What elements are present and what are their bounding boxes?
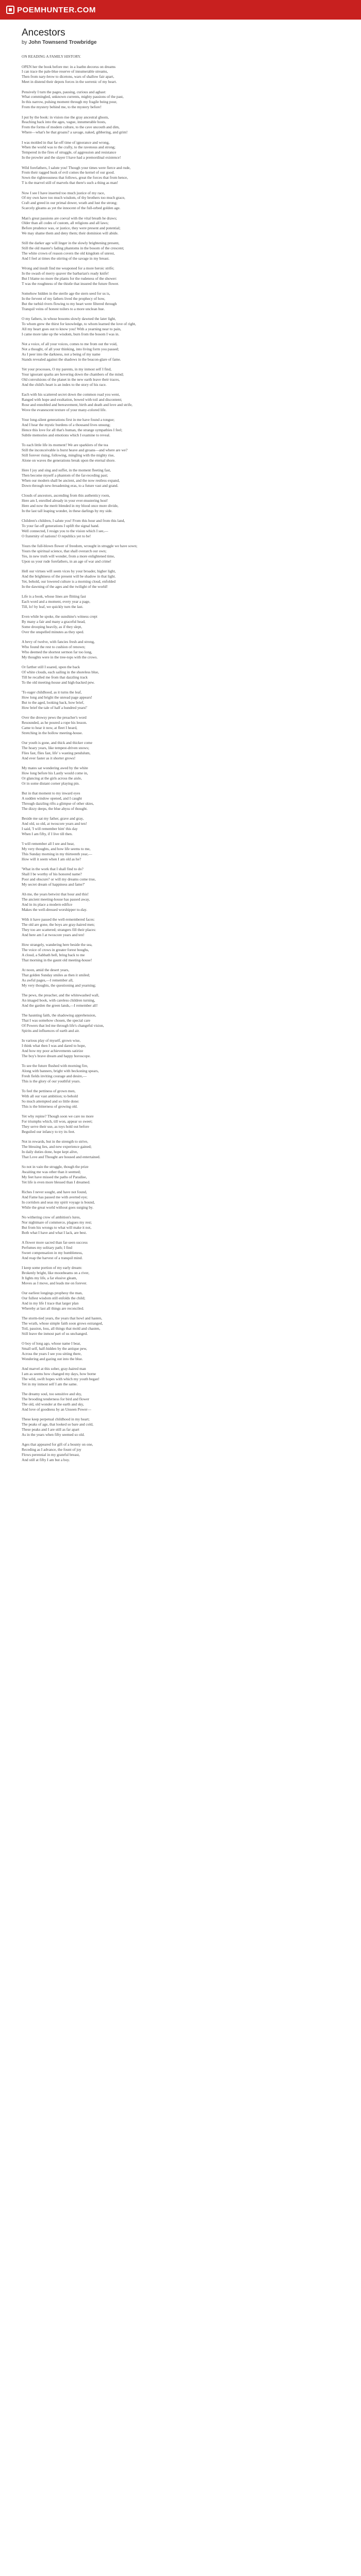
poem-line: Now I see I have inserted too much justice of my race, (22, 190, 105, 195)
poem-line: The brooding tenderness for bird and flower (22, 1396, 89, 1401)
poem-line: From their ragged husk of evil comes the kernel of our good. (22, 170, 115, 175)
poem-line: The wrath, whose simple faith soon grows estranged, (22, 1321, 103, 1326)
poem-stanza (22, 1013, 330, 1033)
poem-line: So much attempted and so little done: (22, 1098, 79, 1104)
poem-stanza (22, 917, 330, 937)
poem-line: My secret dream of happiness and fame?' (22, 882, 85, 887)
poem-line: Our fullest wisdom still enfolds the child; (22, 1296, 86, 1301)
poem-line: Spirits and influences of earth and air. (22, 1028, 80, 1033)
poem-line: And ever faster as it shorter grows! (22, 755, 76, 760)
poem-line: Alone on waves the generations break upon the eternal shore. (22, 457, 116, 463)
poem-line: Reaching back into the ages, vague, innumerable hosts, (22, 120, 106, 125)
poem-line: To see the future flushed with morning fire, (22, 1063, 88, 1069)
poem-line: I was molded in that far-off time of ignorance and wrong, (22, 140, 110, 145)
poem-line: Our youth is gone, and thick and thicker come (22, 740, 92, 745)
poem-line: Poor and obscure? or will my dreams come true, (22, 876, 96, 882)
poem-stanza (22, 342, 330, 362)
poem-line: Or glancing at the girls across the aisle, (22, 775, 82, 781)
poem-line: Ages that appeared for gift of a bounty on one, (22, 1442, 93, 1447)
poem-stanza (22, 443, 330, 463)
poem-line: O boy of long ago, whose name I bear, (22, 1341, 81, 1346)
poem-stanza (22, 569, 330, 589)
poem-stanza (22, 1240, 330, 1260)
poem-line: How brief the tale of half a hundred years!' (22, 705, 88, 710)
poem-line: Across the years I see you sitting there, (22, 1351, 82, 1356)
poem-line: Still the old master's fading phantoms in the bosom of the crescent; (22, 246, 124, 251)
poem-line: Perfumes my solitary path; I find (22, 1245, 72, 1250)
poem-line: With it have passed the well-remembered faces: (22, 917, 95, 922)
poem-line: In this narrow, pulsing moment through my fragile being pour, (22, 99, 117, 105)
poem-stanza (22, 468, 330, 488)
poem-line: With all our vast ambition; to behold (22, 1094, 78, 1099)
poem-line: Each word and a moment, every year a page, (22, 599, 90, 604)
poem-line: In various play of myself, grown wise, (22, 1038, 81, 1043)
poem-line: Then become myself a phantom of the far-receding past; (22, 473, 108, 478)
poem-line: The dreamy soul, too sensitive and shy, (22, 1392, 82, 1397)
poem-line: Older than all codes of custom, all religions and all laws; (22, 221, 109, 226)
poem-line: Rose and ennobled and bereavement, birth and death and love and strife, (22, 402, 133, 407)
poem-stanza (22, 1265, 330, 1285)
poem-line: The boy's brave dream and happy horoscope. (22, 1053, 91, 1058)
poem-line: Beside me sat my father, grave and gray, (22, 816, 84, 821)
poem-line: A sudden window opened, and I caught (22, 796, 82, 801)
poem-line: Shall I be worthy of his honored name? (22, 872, 82, 877)
poem-line: This is the glory of our youthful years. (22, 1078, 81, 1083)
poem-line: How strangely, wandering here beside the sea, (22, 942, 93, 947)
poem-line: I think what then I was and dared to hope, (22, 1043, 86, 1048)
poem-line: Here I joy and sing and suffer, in the moment fleeting fast, (22, 468, 111, 473)
poem-line: Toil, passion, loss, all things that mold and chasten, (22, 1326, 101, 1331)
poem-line: Small self, half-hidden by the antique pew, (22, 1346, 87, 1351)
poem-body (22, 54, 330, 1462)
poem-line: Along with banners, bright with beckoning spears, (22, 1069, 99, 1074)
poem-stanza (22, 715, 330, 735)
poem-line: A flower more sacred than far-seen success (22, 1240, 88, 1245)
poem-line: The old, old wonder at the earth and sky, (22, 1401, 84, 1406)
site-header (0, 0, 361, 20)
poem-line: A cloud, a Sabbath bell, bring back to me (22, 952, 85, 957)
poem-line: In the swash of merry quaver the barbarian's ready knife! (22, 271, 109, 276)
poem-stanza (22, 968, 330, 988)
poem-line: Yet, behold, our lowered culture is a morning cloud, enfolded (22, 579, 116, 584)
poem-line: Who deemed the shortest sermon far too long, (22, 650, 92, 655)
poem-line: Resounded, as he poured a rope his lesson. (22, 720, 87, 725)
poem-line: Fresh fields inviting courage and desire,— (22, 1073, 87, 1078)
poem-line: Stretching in the hollow meeting-house. (22, 730, 83, 735)
poem-stanza (22, 1164, 330, 1184)
poem-line: At noon, amid the desert years, (22, 968, 70, 973)
poem-stanza (22, 1417, 330, 1437)
poem-line: This is the bitterness of growing old. (22, 1104, 78, 1109)
poem-line: From the forms of modern culture, to the cave uncouth and dim, (22, 125, 120, 130)
poem-stanza (22, 892, 330, 912)
site-logo[interactable] (6, 6, 96, 14)
poem-stanza (22, 417, 330, 437)
poem-line: How long and bright the unread page appears! (22, 695, 92, 700)
poem-line: In corridors and seas my spirit voyage is bound, (22, 1199, 95, 1205)
poem-line: 'To eager childhood, as it turns the leaf, (22, 690, 82, 695)
poem-stanza (22, 90, 330, 110)
poem-stanza (22, 594, 330, 609)
poem-stanza (22, 639, 330, 659)
poem-line: So not in vain the struggle, though the prize (22, 1164, 89, 1170)
poem-line: But the turbid rivers flowing to my heart were filtered through (22, 301, 117, 307)
poem-line: And I feel at times the stirring of the savage in my breast. (22, 256, 110, 261)
poem-line: Over the drowsy pews the preacher's word (22, 715, 87, 720)
poem-stanza (22, 241, 330, 261)
poem-line: Somehow hidden in the sterile age the stern seed for us is, (22, 291, 110, 296)
poem-line: These keep perpetual childhood in my heart; (22, 1417, 90, 1422)
poem-line: Wrong and insult find me weaponed for a more heroic strife; (22, 266, 114, 271)
poem-line: I put by the book: in vision rise the gray ancestral ghosts, (22, 114, 109, 120)
poem-line: From the mystery behind me, to the mystery before! (22, 104, 102, 109)
poem-stanza (22, 841, 330, 861)
poem-line: Before prudence was, or justice, they were present and potential; (22, 226, 121, 231)
poem-line: The hoary years, like tempest-driven snows; (22, 745, 89, 751)
poem-line: Then from nary-brow to dicetons, wars of shallow fair apart, (22, 74, 114, 79)
poem-line: My very thoughts, and how life seems to me, (22, 846, 91, 852)
poem-line: That Love and Thought are housed and entertained. (22, 1154, 101, 1159)
poem-line: Upon us your rude forefathers, in an age of war and crime! (22, 558, 112, 564)
poem-line: Pensively I turn the pages, pausing, curious and aghast: (22, 89, 106, 94)
poem-line: Yet life is even more blessed than I dreamed. (22, 1179, 90, 1184)
poem-line: Hence this love for all that's human, the strange sympathies I feel; (22, 427, 123, 432)
poem-line: Well connected, I resign you to the vision which I see,— (22, 528, 108, 533)
poem-line: Life is a book, whose lines are flitting fast (22, 594, 86, 599)
poem-line: And old, so old, at twoscore years and ten! (22, 821, 87, 826)
poem-line: In daily duties done, hope kept alive, (22, 1149, 78, 1154)
poem-line: In the prowler and the slayer I have had a premordinal existence! (22, 155, 121, 160)
poem-line: I am as seems how changed my days, how borne (22, 1371, 96, 1376)
poem-stanza (22, 165, 330, 185)
poem-stanza (22, 544, 330, 564)
poem-line: The wild, swift hopes with which my youth began! (22, 1376, 100, 1381)
poem-line: Your ignorant sparks are hovering down the chambers of the mind; (22, 372, 124, 377)
poem-line: Flies fast, flies fast, life' s wasting pendulum, (22, 750, 91, 755)
poem-line: Beguiled our infancy to try its feet. (22, 1129, 75, 1134)
poem-line: I keep some portion of my early dream: (22, 1265, 83, 1270)
poem-line: Tranquil veins of honest toilers to a more unclean hue. (22, 306, 105, 311)
poem-stanza (22, 942, 330, 962)
poem-stanza (22, 867, 330, 887)
poem-line: Craft and greed in our primal dower, wrath and lust the strong; (22, 200, 118, 206)
logo-text: POEMHUNTER.COM (17, 5, 96, 14)
poem-line: In the dawning of the ages and the twilight of the world! (22, 584, 108, 589)
poem-line: My feet have missed the paths of Paradise, (22, 1174, 87, 1179)
poem-stanza (22, 1341, 330, 1361)
poem-line: These peaks and I are still as far apart (22, 1427, 79, 1432)
poem-line: We may shame them and deny them; their dominion will abide. (22, 230, 119, 235)
poem-stanza (22, 64, 330, 84)
poem-stanza (22, 1114, 330, 1134)
poem-stanza (22, 816, 330, 836)
poem-line: To each little life its moment! We are sparklers of the tea (22, 443, 108, 448)
poem-line: Makes the well-dressed worshipper to-day. (22, 907, 87, 912)
poem-line: No withering crow of ambition's lures, (22, 1215, 81, 1220)
poem-line: Tempered in the fires of struggle, of aggression and resistance (22, 150, 117, 155)
poem-stanza (22, 740, 330, 760)
poem-line: As awful pages,—I remember all, (22, 977, 74, 982)
poem-stanza (22, 216, 330, 236)
poem-line: Still the darker age will linger in the slowly brightening present, (22, 241, 120, 246)
poem-line: I came more take up the wisdom, burn from the bosom I was in. (22, 331, 120, 336)
poem-line: And love of goodness by an Unseen Power— (22, 1406, 91, 1412)
poem-line: Awaiting me was other than it seemed; (22, 1170, 81, 1175)
poem-stanza (22, 54, 330, 59)
poem-line: And the garden the green lands,—I remember all! (22, 1003, 98, 1008)
poem-line: Both what I have and what I lack, are best. (22, 1230, 87, 1235)
poem-line: And in its place a modern edifice (22, 902, 73, 907)
poem-line: Yet your processes, O my parents, in my inmost self I find, (22, 367, 112, 372)
poem-line: Brokenly bright, like moonbeams on a river, (22, 1270, 90, 1276)
poem-line: But I blame no more the plants for the rudeness of the shower: (22, 276, 117, 281)
poem-line: Till he recalled me from that dazzling track (22, 675, 88, 680)
poem-line: When I am fifty, if I live till then. (22, 831, 73, 836)
poem-line: 'What in the work that I shall find to do? (22, 867, 84, 872)
poem-line: Moves as I move, and leads me on forever. (22, 1280, 87, 1285)
poem-line: Ranged with hope and exultation, bowed with toil and discontent; (22, 397, 122, 402)
poem-stanza (22, 1366, 330, 1386)
author-name[interactable]: John Townsend Trowbridge (28, 40, 97, 45)
poem-line: Yours the full-blown flower of freedom, wrought in struggle we have sown; (22, 544, 138, 549)
poem-line: The blessing lies, and new experience gained; (22, 1144, 92, 1149)
poem-line: Scarcely gleams as yet the innocent of the full-orbed golden age. (22, 205, 121, 210)
poem-line: They serve their use, as toys hold out before (22, 1124, 89, 1129)
poem-stanza (22, 1442, 330, 1462)
poem-stanza (22, 493, 330, 513)
poem-line: And reap the harvest of a tranquil mind. (22, 1255, 83, 1260)
logo-mark-icon (6, 6, 14, 14)
poem-stanza (22, 1038, 330, 1058)
poem-line: And in my life I trace that larger plan (22, 1300, 79, 1306)
poem-line: Ah me, the years betwixt that hour and this! (22, 892, 89, 897)
poem-line: Still the inconceivable is burst heave and groans—and where are we? (22, 448, 128, 453)
poem-line: Wild forefathers, I salute you! Though your times were fierce and rude, (22, 165, 131, 170)
poem-byline (22, 40, 330, 45)
poem-stanza (22, 316, 330, 336)
poem-line: That golden Sunday smiles as then it smiled; (22, 973, 90, 978)
poem-line: It lights my life, a far elusive gleam, (22, 1275, 77, 1280)
poem-line: All my heart goes out to know you! With a yearning near to pain, (22, 327, 121, 332)
poem-line: Yet in my inmost self I am the same. (22, 1381, 78, 1386)
poem-line: Of my own have too much wisdom, of thy brothers too much grace, (22, 195, 125, 200)
poem-line: Of Powers that led me through life's changeful vision, (22, 1023, 104, 1028)
poem-line: Our earliest longings prophesy the man, (22, 1291, 83, 1296)
poem-line: Of white clouds, each sailing in the shoreless blue, (22, 670, 99, 675)
poem-line: When our modern shall be ancient, and the now restless expand, (22, 478, 120, 483)
poem-line: And how my poor achievements satirize (22, 1048, 84, 1053)
poem-stanza (22, 1139, 330, 1159)
poem-line: Who found the rest to cushion of renown; (22, 645, 86, 650)
poem-line: Flows perennial in my grateful breast, (22, 1452, 80, 1457)
poem-line: Whereby at last all things are reconciled. (22, 1306, 84, 1311)
poem-line: But from his wrongs to what will make it not, (22, 1225, 92, 1230)
poem-stanza (22, 115, 330, 135)
poem-line: Over the unspelled minutes as they sped. (22, 629, 84, 634)
poem-line: My mates sat wondering awed by the white (22, 766, 88, 771)
byline-prefix: by (22, 40, 27, 45)
poem-line: Clouds of ancestors, ascending from this authenticy roots, (22, 493, 110, 498)
poem-line: In the fervent of my fathers lived the prophecy of how, (22, 296, 105, 301)
poem-line: The voice of crows in greater forest boughs, (22, 947, 89, 953)
poem-line: As I peer into the darkness, not a being of my name (22, 352, 101, 357)
poem-line: Or farther still I soared, upon the back (22, 665, 80, 670)
poem-line: ON READING A FAMILY HISTORY. (22, 54, 81, 59)
poem-line: Not a thought, of all your thinking, into living form you passed; (22, 347, 119, 352)
poem-line: Here and now the merit blended in my blood once more divide, (22, 503, 119, 508)
poem-line: Wondering and gazing out into the blue. (22, 1356, 83, 1361)
poem-stanza (22, 766, 330, 786)
poem-line: To your far-off generations I uplift the signal hand. (22, 523, 100, 529)
poem-line: Even while he spoke, the sunshine's witness crept (22, 614, 97, 619)
poem-line: In the last tall leaping wonder, in these darlings by my side. (22, 508, 113, 513)
poem-line: And here am I at twoscore years and ten! (22, 932, 85, 937)
poem-line: Riches I never sought, and have not found, (22, 1190, 87, 1195)
poem-line: What commingled, unknown currents, mighty passions of the past, (22, 94, 124, 99)
poem-stanza (22, 1392, 330, 1412)
poem-stanza (22, 1316, 330, 1336)
poem-line: An imaged book, with careless children turning, (22, 998, 95, 1003)
poem-line: And Fame has passed me with averted eye; (22, 1195, 88, 1200)
poem-container (0, 20, 330, 1462)
poem-line: And I hear the mystic burdens of a thousand lives unsung; (22, 422, 111, 428)
poem-line: And still at fifty I am but a boy. (22, 1457, 70, 1462)
poem-stanza (22, 791, 330, 811)
poem-stanza (22, 518, 330, 538)
poem-line: Sweet compensation in my humbleness, (22, 1250, 83, 1255)
poem-stanza (22, 191, 330, 211)
poem-line: This Sunday morning in my thirteenth year,— (22, 851, 92, 856)
poem-line: My thoughts were in the tree-tops with the crows. (22, 654, 98, 659)
poem-line: The old are gone, the boys are gray-haired men; (22, 922, 95, 927)
poem-line: I said, 'I will remember him' this day (22, 826, 78, 831)
poem-stanza (22, 367, 330, 387)
poem-stanza (22, 690, 330, 710)
poem-line: And the brightness of the present will be shadow in that light. (22, 574, 116, 579)
poem-line: Man's great passions are coeval with the vital breath he draws; (22, 215, 117, 221)
poem-line: How long before his Lastly would come in, (22, 771, 88, 776)
poem-stanza (22, 291, 330, 311)
poem-line: A bevy of twelve, with fancies fresh and strong, (22, 639, 95, 645)
poem-line: Sown the righteousness that follows, great the forces that from hence, (22, 175, 128, 180)
poem-line: That I was somehow chosen, the special care (22, 1018, 90, 1023)
poem-line: Each with his scattered secret down the common road you went, (22, 392, 120, 397)
poem-stanza (22, 266, 330, 286)
poem-stanza (22, 1089, 330, 1109)
poem-line: Not in rewards, but in the strength to strive, (22, 1139, 88, 1144)
poem-line: Stands revealed against the shadows in the beacon-glare of fame. (22, 357, 121, 362)
poem-line: The haunting faith, the shadowing apprehension, (22, 1013, 96, 1018)
poem-line: Where—what's he that groans? a savage, naked, gibbering, and grim! (22, 129, 128, 134)
poem-line: Through dazzling rifts a glimpse of other skies, (22, 801, 94, 806)
poem-line: They too are scattered; strangers fill their places: (22, 927, 96, 932)
poem-line: Down through new-broadening eras, to a future vast and grand. (22, 483, 119, 488)
poem-line: The white crown of reason covers the old kingdom of unrest, (22, 251, 115, 256)
poem-line: Yes, in new truth will wonder, from a more enlightened time, (22, 553, 115, 558)
poem-stanza (22, 1291, 330, 1311)
poem-stanza (22, 993, 330, 1008)
poem-stanza (22, 1190, 330, 1210)
poem-line: My very thoughts, the questioning and yearning; (22, 982, 96, 988)
poem-line: O fraternity of nations! O republics yet to be! (22, 533, 91, 538)
poem-line: As in the years when fifty seemed so old. (22, 1432, 85, 1437)
poem-line: Wove the evanescent texture of your many-colored life. (22, 407, 107, 412)
poem-line: Meet in distend their depots forces in the sorrenic of my heart. (22, 79, 117, 84)
poem-line: Hell our virtues will seem vices by your broader, higher light, (22, 569, 116, 574)
poem-stanza (22, 614, 330, 634)
poem-line: By many a fair and many a graceful head, (22, 619, 86, 624)
poem-line: To whom grew the thirst for knowledge, to whom learned the love of right, (22, 321, 136, 327)
poem-line: The dizzy deeps, the blue abyss of thought. (22, 806, 88, 811)
poem-stanza (22, 140, 330, 160)
poem-line: To feel the pettiness of grown men, (22, 1089, 76, 1094)
poem-line: How will it seem when I am old as he? (22, 856, 81, 861)
poem-line: When the world was to the crafty, to the ravenous and strong; (22, 145, 116, 150)
poem-line: The peaks of age, that looked so bare and cold, (22, 1421, 93, 1427)
poem-line: Subtle memories and emotions which I examine to reveal. (22, 432, 110, 437)
poem-title: Ancestors (22, 27, 65, 38)
poem-line: Nor nightmare of commerce, plagues my rest; (22, 1220, 92, 1225)
poem-line: While the great world without goes surging by. (22, 1205, 93, 1210)
poem-line: OPEN her the book before me: in a loathn decorus on dreams (22, 64, 116, 69)
poem-line: I can trace the pale-blue reserve of innumerable streams, (22, 69, 108, 74)
poem-stanza (22, 1215, 330, 1235)
poem-line: And the child's heart is an index to the story of his race. (22, 382, 107, 387)
poem-line: But in that moment to my inward eyes (22, 791, 80, 796)
poem-line: To the old meeting-house and high-backed pew. (22, 680, 95, 685)
poem-line: For triumphs which, till won, appear so sweet; (22, 1119, 93, 1124)
poem-line: Children's children, I salute you! From this hour and from this land, (22, 518, 125, 523)
poem-line: T is the marvel still of marvels that there's such a thing as man! (22, 180, 118, 185)
poem-line: O my fathers, in whose bosoms slowly dawned the later light, (22, 316, 116, 321)
poem-line: Till, lo! by leaf, we quickly turn the last. (22, 604, 84, 609)
poem-line: Yours the spiritual science, that shall overarch our own; (22, 549, 107, 554)
poem-line: T was the roughness of the thistle that insured the future flower. (22, 281, 119, 286)
poem-line: Old convulsions of the planet in the new earth leave their traces, (22, 377, 120, 382)
poem-line: 'I will remember all I see and hear, (22, 841, 75, 846)
poem-line: Yet why repine? Though soon we care no more (22, 1114, 94, 1119)
poem-line: And marvel at this sober, gray-haired man (22, 1366, 86, 1371)
poem-line: Here am I, enrolled already in your ever-mustering host! (22, 498, 108, 503)
poem-line: Some drooping heavily, as if they slept, (22, 624, 82, 630)
poem-line: But to the aged, looking back, how brief, (22, 700, 85, 705)
poem-line: Receding as I advance, the fount of joy (22, 1447, 81, 1452)
poem-stanza (22, 1063, 330, 1083)
poem-line: Not a voice, of all your voices, comes to me from out the void, (22, 342, 118, 347)
poem-line: Came to hear it now, at fleet I heard, (22, 725, 77, 730)
poem-line: Your long-silent generations first in me have found a tongue; (22, 417, 115, 422)
poem-line: That morning in the gaunt old meeting-house! (22, 957, 92, 962)
poem-line: Or in some distant corner playing pin. (22, 781, 80, 786)
poem-line: Still leave the inmost part of us unchanged. (22, 1331, 88, 1336)
poem-line: Still forever rising, following, mingling with the mighty rise, (22, 452, 115, 457)
poem-line: The pews, the preacher, and the whitewashed wall, (22, 993, 100, 998)
poem-line: The storm-tied years, the years that howl and hasten, (22, 1316, 102, 1321)
poem-line: The ancient meeting-house has passed away, (22, 897, 90, 902)
poem-stanza (22, 392, 330, 412)
poem-stanza (22, 665, 330, 685)
